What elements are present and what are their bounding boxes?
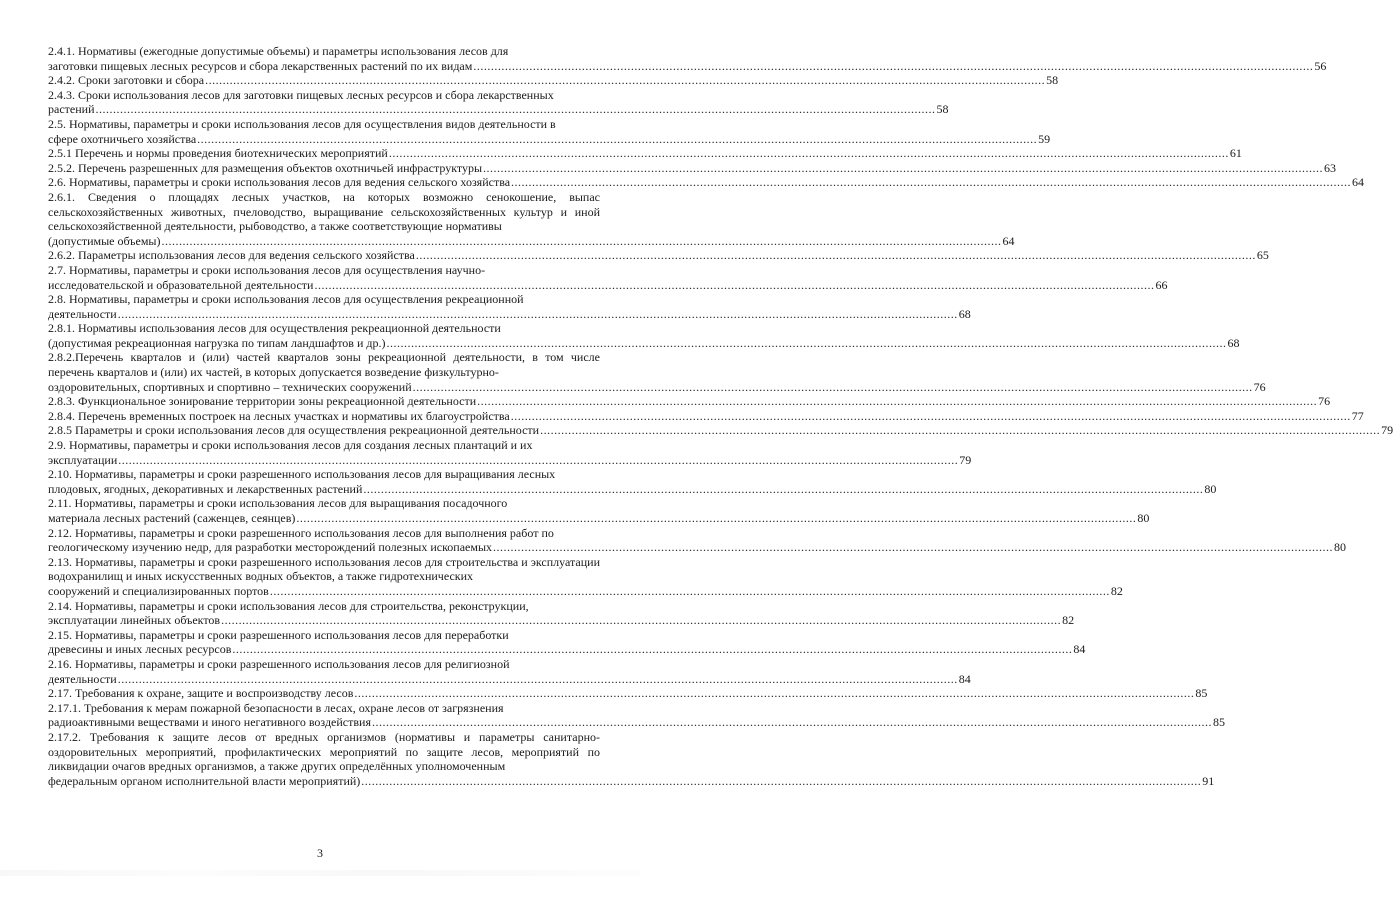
toc-page-number: 80 [1137,511,1150,525]
toc-entry-line [48,583,1123,599]
toc-entry-title: эксплуатации линейных объектов [48,613,221,628]
toc-page-number: 82 [1110,583,1123,598]
toc-entry-title: оздоровительных, спортивных и спортивно – технических сооружений [48,379,412,394]
toc-entry-title: 2.6. Нормативы, параметры и сроки использования лесов для ведения сельского хозяйства [48,175,511,190]
toc-entry-line [48,131,1051,147]
toc-entry-title: заготовки пищевых лесных ресурсов и сбора лекарственных растений по их видам [48,58,473,73]
toc-page-number: 58 [1046,73,1059,88]
toc-entry-line [48,686,1208,701]
toc-page-number: 85 [1212,715,1225,730]
dot-leader [416,248,1256,263]
toc-entry-line [48,452,972,468]
toc-entry [48,160,1337,176]
toc-entry [48,292,971,321]
toc-entry-line [48,408,1364,424]
toc-entry-title: 2.6.2. Параметры использования лесов для ведения сельского хозяйства [48,248,415,263]
toc-entry-title: исследовательской и образовательной деятельности [48,277,314,292]
toc-page-number: 85 [1195,686,1208,701]
dot-leader [473,59,1313,74]
toc-entry-title: 2.4.2. Сроки заготовки и сбора [48,73,205,88]
toc-entry [48,598,1075,628]
toc-entry-title: древесины и иных лесных ресурсов [48,642,232,657]
toc-entry [48,189,1015,248]
toc-entry-text: 2.10. Нормативы, параметры и сроки разрешенного использования лесов для выращивания лесных [48,467,556,482]
toc-entry [48,423,1393,438]
dot-leader [118,672,958,687]
toc-entry [48,467,1217,496]
dot-leader [493,540,1333,555]
dot-leader [314,278,1154,293]
dot-leader [477,394,1317,409]
toc-entry [48,729,1215,788]
dot-leader [354,686,1194,701]
toc-entry-line [48,102,949,117]
toc-entry-text: 2.6.1. Сведения о площадях лесных участков, на которых возможно сенокошение, выпас сельскохозяйственных животных, пчеловодство, выращивание сельскохозяйственных культур и иной сельскохозяйственной деятельности, рыбоводство, а также соответствующие нормативы [48,189,600,234]
toc-entry [48,394,1331,409]
toc-entry-title: радиоактивными веществами и иного негативного воздействия [48,715,371,730]
toc-page-number: 61 [1229,146,1242,161]
toc-entry-text: 2.17.1. Требования к мерам пожарной безопасности в лесах, охране лесов от загрязнения [48,700,504,715]
toc-page-number: 59 [1038,131,1051,146]
toc-page-number: 80 [1204,481,1217,496]
toc-entry-line [48,511,1150,526]
toc-entry-title: 2.5.2. Перечень разрешенных для размещения объектов охотничьей инфраструктуры [48,160,483,175]
dot-leader [361,774,1201,789]
toc-entry [48,87,949,117]
toc-entry [48,350,1266,394]
toc-entry [48,686,1208,701]
toc-entry-title: сооружений и специализированных портов [48,583,269,598]
toc-entry-title: плодовых, ягодных, декоративных и лекарственных растений [48,481,363,496]
toc-entry [48,248,1269,263]
toc-page-number: 91 [1202,773,1215,788]
toc-entry-text: 2.8. Нормативы, параметры и сроки использования лесов для осуществления рекреационной [48,292,524,307]
toc-page-number: 65 [1256,248,1269,263]
toc-entry-title: геологическому изучению недр, для разработки месторождений полезных ископаемых [48,540,493,555]
toc-entry-text: 2.14. Нормативы, параметры и сроки использования лесов для строительства, реконструкции, [48,598,529,613]
dot-leader [389,146,1229,161]
toc-entry-line [48,233,1015,249]
toc-page-number: 58 [936,102,949,117]
toc-entry-title: 2.8.5 Параметры и сроки использования лесов для осуществления рекреационной деятельности [48,423,540,438]
toc-entry-title: 2.5.1 Перечень и нормы проведения биотехнических мероприятий [48,146,388,161]
toc-entry-line [48,175,1365,190]
toc-entry [48,73,1059,88]
toc-entry-line [48,423,1393,438]
toc-page-number: 56 [1314,58,1327,73]
toc-entry-title: 2.17. Требования к охране, защите и воспроизводству лесов [48,686,354,701]
toc-entry-line [48,613,1075,628]
toc-entry-text: 2.12. Нормативы, параметры и сроки разрешенного использования лесов для выполнения работ по [48,525,554,540]
dot-leader [197,132,1037,147]
toc-entry-title: федеральным органом исполнительной власти мероприятий) [48,773,361,788]
toc-page-number: 80 [1334,540,1347,555]
toc-entry [48,496,1150,525]
dot-leader [511,409,1351,424]
toc-page-number: 64 [1002,233,1015,248]
dot-leader [162,234,1002,249]
toc-entry-text: 2.16. Нормативы, параметры и сроки разрешенного использования лесов для религиозной [48,656,510,671]
toc-entry-line [48,394,1331,409]
toc-entry-line [48,379,1266,395]
toc-entry-line [48,481,1217,497]
toc-entry-title: (допустимая рекреационная нагрузка по типам ландшафтов и др.) [48,335,386,350]
toc-page-number: 79 [1381,423,1393,438]
page-number: 3 [317,846,323,860]
dot-leader [118,307,958,322]
toc-entry [48,408,1364,424]
dot-leader [540,423,1380,438]
toc-entry-line [48,73,1059,88]
toc-entry [48,262,1168,292]
toc-entry [48,525,1347,555]
toc-entry-title: материала лесных растений (саженцев, сеянцев) [48,511,296,525]
toc-entry-text: 2.11. Нормативы, параметры и сроки использования лесов для выращивания посадочного [48,496,508,511]
dot-leader [483,161,1323,176]
dot-leader [118,453,958,468]
dot-leader [96,102,936,117]
toc-entry [48,554,1123,599]
toc-entry-title: растений [48,102,95,117]
toc-entry-title: сфере охотничьего хозяйства [48,131,197,146]
toc-entry-text: 2.8.1. Нормативы использования лесов для осуществления рекреационной деятельности [48,321,501,336]
toc-page-number: 68 [1227,335,1240,350]
toc-page-number: 66 [1155,277,1168,292]
toc-entry [48,116,1051,146]
toc-entry-title: 2.8.4. Перечень временных построек на лесных участках и нормативы их благоустройства [48,408,510,423]
toc-page-number: 82 [1062,613,1075,628]
toc-entry [48,438,972,467]
toc-entry-line [48,773,1215,789]
dot-leader [511,175,1351,190]
toc-entry-title: деятельности [48,671,117,686]
toc-entry-title: эксплуатации [48,452,118,467]
toc-entry-line [48,58,1327,74]
toc-page-number: 68 [958,306,971,321]
dot-leader [413,380,1253,395]
dot-leader [232,642,1072,657]
toc-entry-line [48,146,1242,161]
toc-entry-line [48,160,1337,176]
dot-leader [205,73,1045,88]
dot-leader [372,715,1212,730]
toc-entry-line [48,671,971,687]
toc-page-number: 63 [1324,160,1337,175]
toc-entry [48,700,1225,730]
toc-page-number: 64 [1352,175,1365,190]
dot-leader [270,584,1110,599]
toc-entry [48,44,1327,73]
toc-entry-line [48,248,1269,263]
table-of-contents [48,44,1393,788]
scan-artifact [0,870,640,876]
toc-entry-line [48,642,1086,657]
toc-entry [48,627,1086,657]
toc-entry-text: 2.9. Нормативы, параметры и сроки использования лесов для создания лесных плантаций и их [48,438,533,453]
dot-leader [386,336,1226,351]
toc-page-number: 84 [1073,642,1086,657]
toc-entry-line [48,540,1347,555]
toc-entry-text: 2.4.3. Сроки использования лесов для заготовки пищевых лесных ресурсов и сбора лекарственных [48,87,554,102]
toc-page-number: 79 [959,452,972,467]
toc-entry [48,146,1242,161]
toc-page-number: 84 [958,671,971,686]
toc-entry [48,656,971,686]
dot-leader [363,482,1203,497]
toc-entry-line [48,715,1225,730]
toc-entry-title: деятельности [48,306,117,321]
toc-entry-line [48,277,1168,293]
toc-entry-text: 2.15. Нормативы, параметры и сроки разрешенного использования лесов для переработки [48,627,509,642]
toc-entry-text: 2.4.1. Нормативы (ежегодные допустимые объемы) и параметры использования лесов для [48,44,509,58]
toc-page-number: 76 [1318,394,1331,409]
dot-leader [221,613,1061,628]
toc-entry-text: 2.7. Нормативы, параметры и сроки использования лесов для осуществления научно- [48,262,486,277]
toc-entry-line [48,335,1240,351]
toc-entry-text: 2.5. Нормативы, параметры и сроки использования лесов для осуществления видов деятельности в [48,116,556,131]
toc-page-number: 77 [1351,408,1364,423]
toc-entry-text: 2.8.2.Перечень кварталов и (или) частей кварталов зоны рекреационной деятельности, в том числе перечень кварталов и (или) их частей, в которых допускается возведение физкультурно- [48,350,600,380]
toc-entry-text: 2.13. Нормативы, параметры и сроки разрешенного использования лесов для строительства и эксплуатации водохранилищ и иных искусственных водных объектов, а также гидротехнических [48,554,600,584]
toc-page-number: 76 [1253,379,1266,394]
dot-leader [296,511,1136,526]
toc-entry-line [48,306,971,322]
toc-entry-title: 2.8.3. Функциональное зонирование территории зоны рекреационной деятельности [48,394,477,409]
toc-entry [48,175,1365,190]
toc-entry-title: (допустимые объемы) [48,233,161,248]
toc-entry-text: 2.17.2. Требования к защите лесов от вредных организмов (нормативы и параметры санитарно-оздоровительных мероприятий, профилактических мероприятий по защите лесов, мероприятий по ликвидации очагов вредных организмов, а также других определённых уполномоченным [48,729,600,774]
toc-entry [48,321,1240,350]
